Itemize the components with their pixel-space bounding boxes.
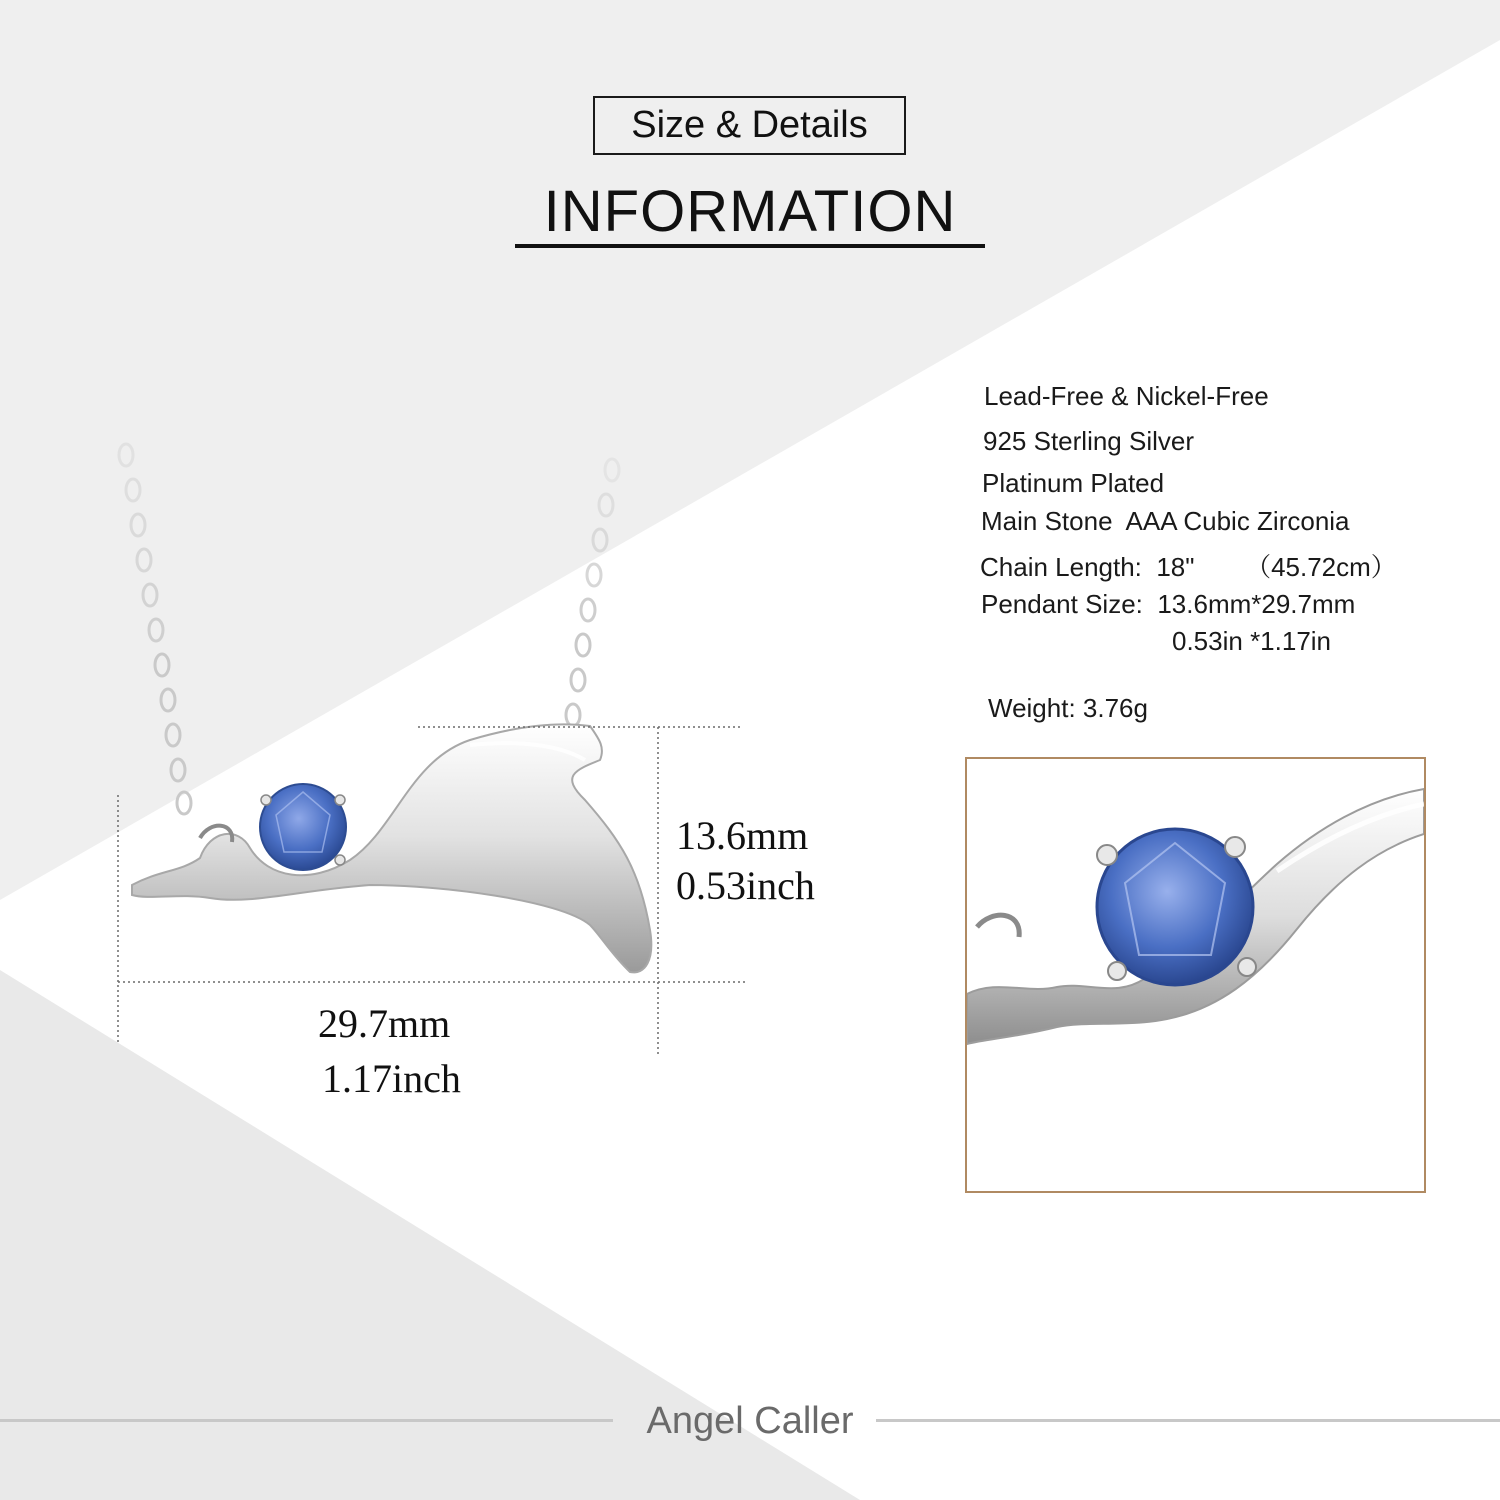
title-underline [515, 244, 985, 248]
footer-divider-left [0, 1419, 613, 1422]
footer-divider-right [876, 1419, 1500, 1422]
spec-plating: Platinum Plated [982, 468, 1165, 498]
brand-name: Angel Caller [646, 1400, 854, 1442]
dimension-height-inch: 0.53inch [676, 863, 815, 908]
spec-pendant-size: Pendant Size: 13.6mm*29.7mm [981, 589, 1356, 619]
spec-pendant-size-inches: 0.53in *1.17in [1172, 626, 1332, 656]
spec-main-stone: Main Stone AAA Cubic Zirconia [981, 506, 1350, 536]
zoom-detail-frame [965, 757, 1426, 1193]
dimension-width-inch: 1.17inch [322, 1056, 461, 1101]
pendant-stone [260, 784, 346, 870]
necklace-chain-left [113, 440, 191, 814]
dimension-width-mm: 29.7mm [318, 1001, 451, 1046]
spec-material-1: Lead-Free & Nickel-Free [984, 381, 1269, 411]
page-title: INFORMATION [543, 179, 957, 244]
necklace-chain-right [562, 459, 619, 756]
necklace-product-image [100, 440, 880, 1120]
dimension-height-mm: 13.6mm [676, 813, 809, 858]
size-details-badge: Size & Details [593, 96, 906, 155]
pendant-wave [132, 724, 651, 972]
spec-chain-length: Chain Length: 18" （45.72cm） [980, 552, 1397, 582]
spec-weight: Weight: 3.76g [988, 693, 1148, 723]
spec-material-2: 925 Sterling Silver [983, 426, 1194, 456]
stone-closeup-image [967, 759, 1424, 1191]
